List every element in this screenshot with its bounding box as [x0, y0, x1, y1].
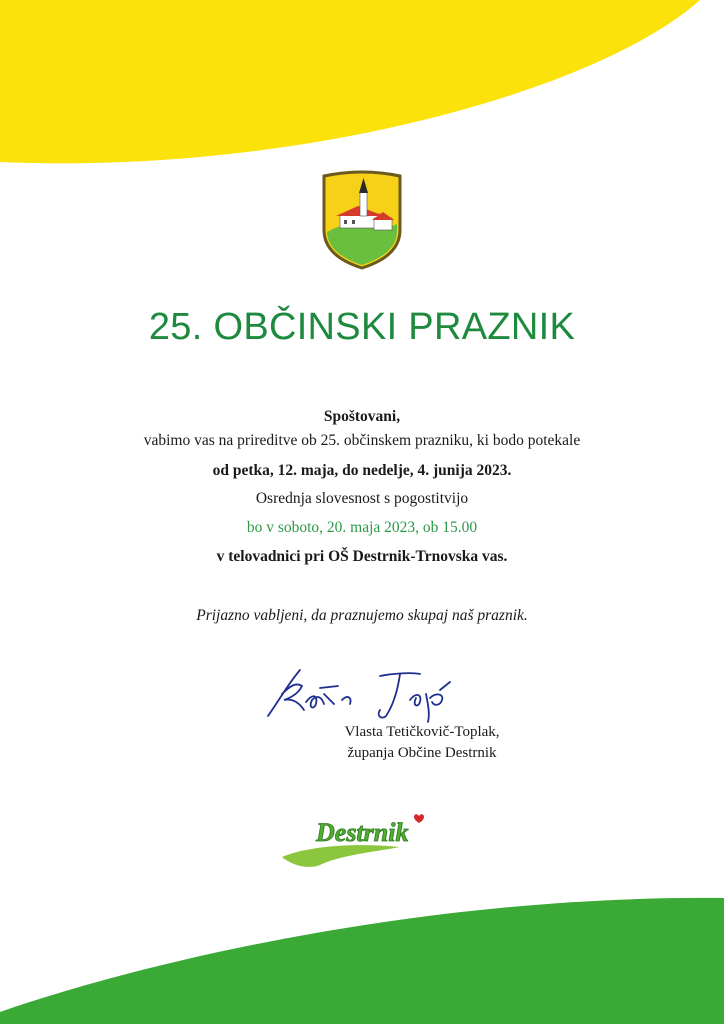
municipal-coat-of-arms-icon	[318, 170, 406, 270]
venue-text: v telovadnici pri OŠ Destrnik-Trnovska vas.	[216, 548, 508, 565]
handwritten-signature-icon	[260, 664, 460, 724]
greeting: Spoštovani,	[323, 408, 401, 425]
bottom-green-swoosh	[0, 898, 724, 1024]
closing-text: Prijazno vabljeni, da praznujemo skupaj naš praznik.	[196, 607, 528, 624]
ceremony-text: Osrednja slovesnost s pogostitvijo	[255, 490, 469, 507]
top-yellow-swoosh	[0, 0, 700, 163]
page-title: 25. OBČINSKI PRAZNIK	[148, 306, 576, 348]
logo-text: Destrnik	[316, 818, 409, 847]
ceremony-time: bo v soboto, 20. maja 2023, ob 15.00	[246, 519, 478, 536]
signatory-name: Vlasta Tetičkovič-Toplak,	[344, 724, 500, 740]
destrnik-logo-icon	[280, 805, 450, 875]
event-dates: od petka, 12. maja, do nedelje, 4. junija 2023.	[212, 462, 512, 479]
signatory-role: županja Občine Destrnik	[347, 745, 497, 761]
intro-text: vabimo vas na prireditve ob 25. občinskem prazniku, ki bodo potekale	[143, 432, 581, 449]
